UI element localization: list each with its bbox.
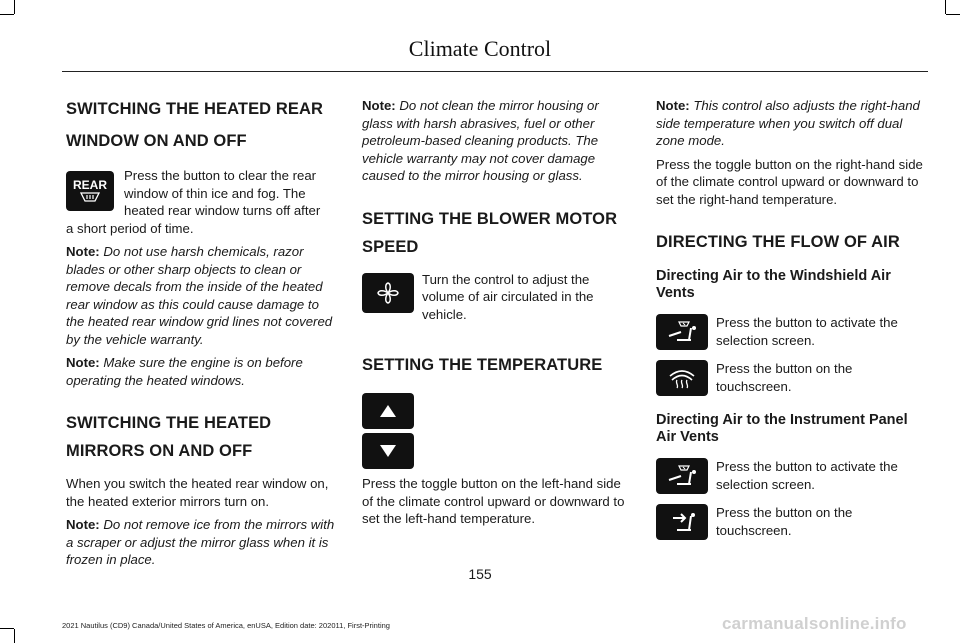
note-label: Note: <box>66 355 100 370</box>
press-touch-text: Press the button on the touchscreen. <box>716 505 853 538</box>
note-label: Note: <box>66 244 100 259</box>
rear-defrost-row <box>66 167 336 220</box>
heading-temperature: SETTING THE TEMPERATURE <box>362 356 603 374</box>
panel-activate-row <box>656 458 928 494</box>
heading-blower-line1: SETTING THE BLOWER MOTOR <box>362 209 618 228</box>
note-mirror-housing <box>362 97 632 185</box>
temp-down-icon <box>362 433 414 469</box>
heading-heated-mirrors-line1: SWITCHING THE HEATED <box>66 414 272 432</box>
heading-panel-vents: Directing Air to the Instrument Panel Air Vents <box>656 412 908 445</box>
note-text: Do not clean the mirror housing or glass with harsh abrasives, fuel or other petroleum-based cleaning products. The vehicle warranty may not cover damage caused to the mirror housing or glass. <box>362 98 599 183</box>
page-number: 155 <box>468 566 492 582</box>
rear-icon-label: REAR <box>72 178 107 192</box>
crop-mark <box>14 629 15 643</box>
blower-row <box>362 271 632 324</box>
mirror-text: When you switch the heated rear window on, the heated exterior mirrors turn on. <box>66 476 329 509</box>
watermark: carmanualsonline.info <box>722 614 907 633</box>
page-title: Climate Control <box>408 36 552 61</box>
note-harsh-chemicals <box>66 243 336 348</box>
air-distribution-icon <box>656 458 708 494</box>
press-touch-text: Press the button on the touchscreen. <box>716 361 853 394</box>
rear-defrost-icon <box>66 171 114 211</box>
panel-touch-row <box>656 504 928 540</box>
crop-mark <box>14 0 15 14</box>
heading-heated-mirrors-line2: MIRRORS ON AND OFF <box>66 442 253 460</box>
note-engine-on <box>66 354 336 389</box>
windshield-defrost-icon <box>656 360 708 396</box>
note-label: Note: <box>656 98 690 113</box>
heading-flow-of-air: DIRECTING THE FLOW OF AIR <box>656 233 900 251</box>
column-3 <box>656 97 928 540</box>
press-activate-text: Press the button to activate the selection screen. <box>716 315 898 348</box>
crop-mark <box>945 0 946 14</box>
press-activate-text: Press the button to activate the selection screen. <box>716 459 898 492</box>
note-text: Make sure the engine is on before operating the heated windows. <box>66 355 303 388</box>
rear-defrost-text: Press the button to clear the rear window of thin ice and fog. The heated rear window turns off after <box>124 168 321 218</box>
header-divider <box>62 71 928 72</box>
crop-mark <box>946 14 960 15</box>
crop-mark <box>0 14 14 15</box>
footer-edition-info: 2021 Nautilus (CD9) Canada/United States of America, enUSA, Edition date: 202011, First-Printing <box>62 621 390 630</box>
fan-icon <box>362 273 414 313</box>
heading-heated-rear-window-line1: SWITCHING THE HEATED REAR <box>66 100 324 118</box>
air-distribution-icon <box>656 314 708 350</box>
heading-windshield-vents: Directing Air to the Windshield Air Vents <box>656 268 891 301</box>
column-1 <box>66 97 336 569</box>
heading-blower-line2: SPEED <box>362 237 419 256</box>
panel-vent-icon <box>656 504 708 540</box>
note-label: Note: <box>362 98 396 113</box>
note-label: Note: <box>66 517 100 532</box>
rear-defrost-text-cont: a short period of time. <box>66 220 194 236</box>
right-temp-text: Press the toggle button on the right-hand side of the climate control upward or downward to set the right-hand temperature. <box>656 156 923 207</box>
windshield-touch-row <box>656 360 928 396</box>
note-text: Do not remove ice from the mirrors with a scraper or adjust the mirror glass when it is frozen in place. <box>66 517 335 567</box>
blower-text: Turn the control to adjust the volume of air circulated in the vehicle. <box>422 271 594 322</box>
crop-mark <box>0 628 14 629</box>
note-ice-mirrors <box>66 516 336 569</box>
column-2 <box>362 97 632 528</box>
temp-text: Press the toggle button on the left-hand side of the climate control upward or downward to set the left-hand temperature. <box>362 476 625 526</box>
note-dual-zone <box>656 97 928 150</box>
windshield-activate-row <box>656 314 928 350</box>
note-text: Do not use harsh chemicals, razor blades or other sharp objects to clean or remove decals from the inside of the heated rear window as this could cause damage to the heated rear window grid lines not covered by the vehicle warranty. <box>66 244 333 347</box>
heading-heated-rear-window-line2: WINDOW ON AND OFF <box>66 132 247 150</box>
temp-up-icon <box>362 393 414 429</box>
note-text: This control also adjusts the right-hand side temperature when you switch off dual zone mode. <box>656 98 920 148</box>
